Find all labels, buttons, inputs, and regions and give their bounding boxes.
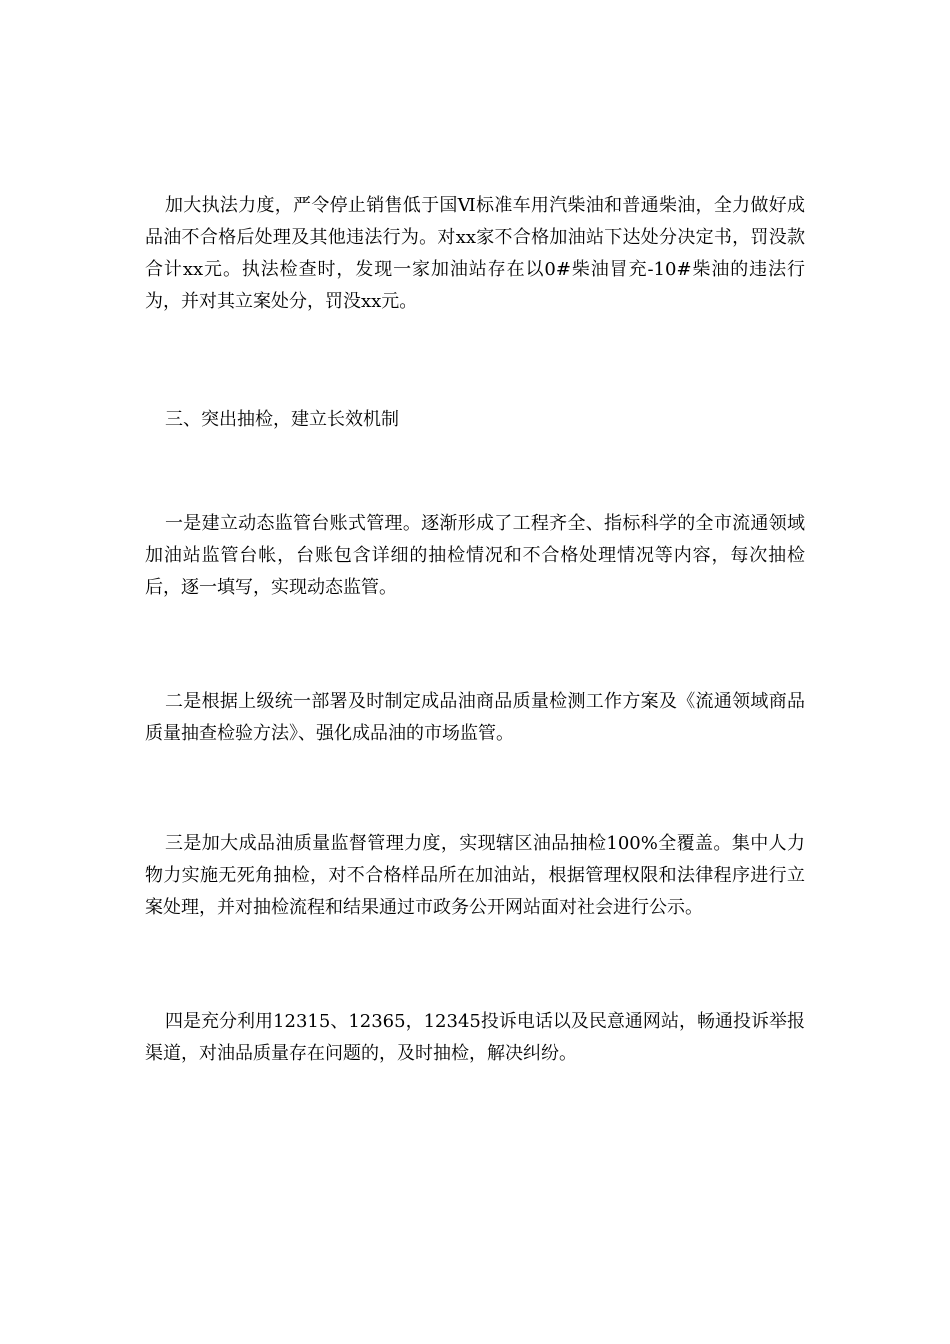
- paragraph-enforcement: 加大执法力度，严令停止销售低于国Ⅵ标准车用汽柴油和普通柴油，全力做好成品油不合格后处理及其他违法行为。对xx家不合格加油站下达处分决定书，罚没款合计xx元。执法检查时，发现一家加油站存在以0#柴油冒充-10#柴油的违法行为，并对其立案处分，罚没xx元。: [145, 195, 805, 312]
- paragraph-point-4: 四是充分利用12315、12365，12345投诉电话以及民意通网站，畅通投诉举报渠道，对油品质量存在问题的，及时抽检，解决纠纷。: [145, 1011, 805, 1064]
- paragraph-point-2: 二是根据上级统一部署及时制定成品油商品质量检测工作方案及《流通领域商品质量抽查检验方法》、强化成品油的市场监管。: [145, 691, 805, 744]
- section-heading-3: 三、突出抽检，建立长效机制: [165, 409, 399, 430]
- paragraph-point-3: 三是加大成品油质量监督管理力度，实现辖区油品抽检100%全覆盖。集中人力物力实施无死角抽检，对不合格样品所在加油站，根据管理权限和法律程序进行立案处理，并对抽检流程和结果通过市政务公开网站面对社会进行公示。: [145, 833, 805, 918]
- paragraph-point-1: 一是建立动态监管台账式管理。逐渐形成了工程齐全、指标科学的全市流通领域加油站监管台帐，台账包含详细的抽检情况和不合格处理情况等内容，每次抽检后，逐一填写，实现动态监管。: [145, 513, 805, 598]
